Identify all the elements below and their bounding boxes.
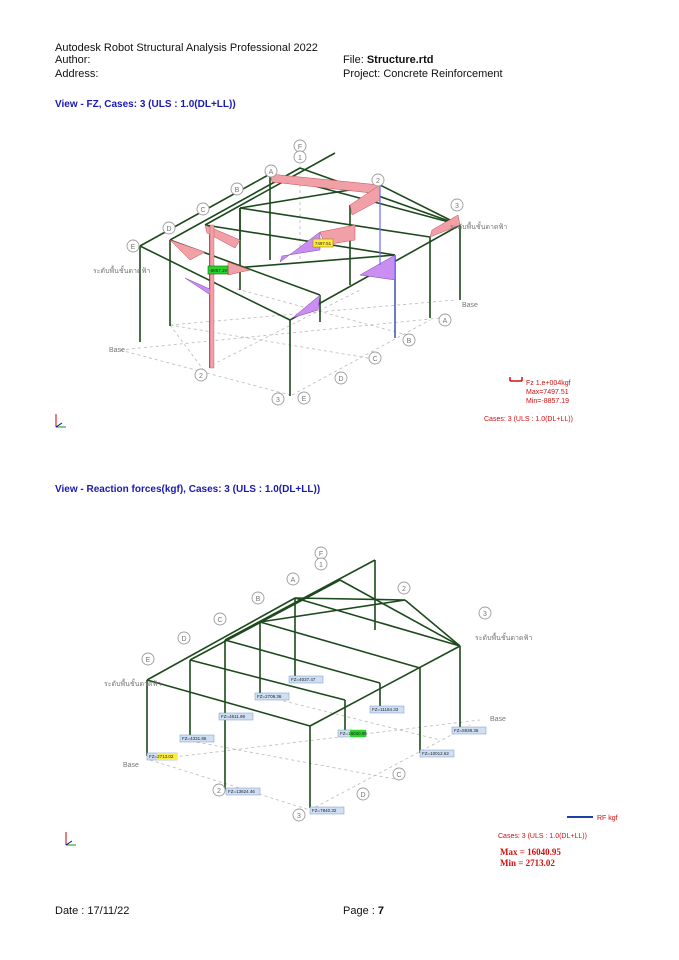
svg-text:F: F [297, 144, 303, 151]
view1-story-label-left: ระดับพื้นชั้นดาดฟ้า [93, 268, 151, 275]
svg-text:E: E [145, 657, 151, 664]
svg-text:B: B [406, 338, 412, 345]
view2-story-label-right: ระดับพื้นชั้นดาดฟ้า [475, 635, 533, 642]
svg-text:2: 2 [199, 373, 203, 380]
svg-text:C: C [200, 207, 206, 214]
svg-text:F: F [318, 551, 324, 558]
view1-legend-min: Min=-8857.19 [526, 398, 570, 405]
view1-base-label-right: Base [462, 302, 478, 309]
view2-base-label-left: Base [123, 762, 139, 769]
file-label: File: [343, 54, 364, 66]
reaction-label: FZ=7840.32 [312, 808, 337, 813]
address-label: Address: [55, 68, 99, 80]
svg-text:1: 1 [319, 562, 323, 569]
view1-base-label-left: Base [109, 347, 125, 354]
view1-max-marker-text: 7497.51 [314, 241, 332, 246]
file-name: Structure.rtd [366, 54, 434, 66]
app-name: Autodesk Robot Structural Analysis Professional 2022 [55, 42, 318, 54]
view2-legend-max: Max = 16040.95 [500, 847, 561, 857]
svg-text:1: 1 [298, 155, 302, 162]
svg-text:A: A [442, 318, 448, 325]
date-label: Date : [55, 905, 88, 917]
svg-text:E: E [130, 244, 136, 251]
svg-text:E: E [301, 396, 307, 403]
view1-title: View - FZ, Cases: 3 (ULS : 1.0(DL+LL)) [55, 99, 236, 110]
reaction-label: FZ=2713.02 [149, 754, 174, 759]
view2-structure [66, 547, 618, 868]
reaction-label: FZ=16040.95 [340, 731, 367, 736]
svg-text:A: A [268, 169, 274, 176]
view1-legend-max: Max=7497.51 [526, 389, 569, 396]
reaction-label: FZ=2709.36 [257, 694, 282, 699]
footer-page [343, 905, 384, 917]
svg-text:3: 3 [483, 611, 487, 618]
reaction-label: FZ=5938.36 [454, 728, 479, 733]
date-value: 17/11/22 [87, 905, 130, 917]
view2-title: View - Reaction forces(kgf), Cases: 3 (ULS : 1.0(DL+LL)) [55, 484, 321, 495]
view1-legend-fz: Fz 1.e+004kgf [526, 380, 571, 387]
reaction-label: FZ=4331.86 [182, 736, 207, 741]
reaction-label: FZ=4611.98 [221, 714, 246, 719]
svg-text:D: D [360, 792, 366, 799]
page-label: Page : [343, 905, 378, 917]
view1-legend-case: Cases: 3 (ULS : 1.0(DL+LL)) [484, 416, 573, 423]
page-value: 7 [377, 905, 384, 917]
reaction-label: FZ=4037.47 [291, 677, 316, 682]
footer-date [55, 905, 129, 917]
view1-frame [140, 153, 460, 396]
svg-text:2: 2 [217, 788, 221, 795]
reaction-label: FZ=10012.62 [422, 751, 449, 756]
svg-text:2: 2 [376, 178, 380, 185]
view2-legend-min: Min = 2713.02 [500, 858, 555, 868]
view2-legend-case: Cases: 3 (ULS : 1.0(DL+LL)) [498, 833, 587, 840]
view1-structure [56, 140, 573, 427]
view2-base-label-right: Base [490, 716, 506, 723]
svg-text:C: C [372, 356, 378, 363]
view2-grid-bubbles [142, 547, 491, 821]
view2-frame [147, 560, 460, 808]
svg-text:2: 2 [402, 586, 406, 593]
reaction-label: FZ=13624.46 [228, 789, 255, 794]
view2-story-label-left: ระดับพื้นชั้นดาดฟ้า [104, 681, 162, 688]
reaction-label: FZ=11184.33 [372, 707, 399, 712]
svg-text:D: D [181, 636, 187, 643]
svg-text:B: B [234, 187, 240, 194]
svg-text:C: C [217, 617, 223, 624]
svg-text:3: 3 [276, 397, 280, 404]
view2-reactions [147, 676, 486, 814]
svg-text:3: 3 [455, 203, 459, 210]
svg-text:B: B [255, 596, 261, 603]
svg-text:3: 3 [297, 813, 301, 820]
view1-min-marker-text: -8857.19 [209, 268, 227, 273]
svg-text:C: C [396, 772, 402, 779]
view2-axis-icon [66, 832, 76, 845]
view1-axis-icon [56, 414, 66, 427]
project-name: Concrete Reinforcement [383, 68, 503, 80]
author-label: Author: [55, 54, 91, 66]
svg-text:D: D [338, 376, 344, 383]
svg-text:A: A [290, 577, 296, 584]
view1-story-label-right: ระดับพื้นชั้นดาดฟ้า [450, 224, 508, 231]
view2-legend-rf: RF kgf [597, 815, 618, 822]
project-label: Project: [343, 68, 381, 80]
svg-text:D: D [166, 226, 172, 233]
